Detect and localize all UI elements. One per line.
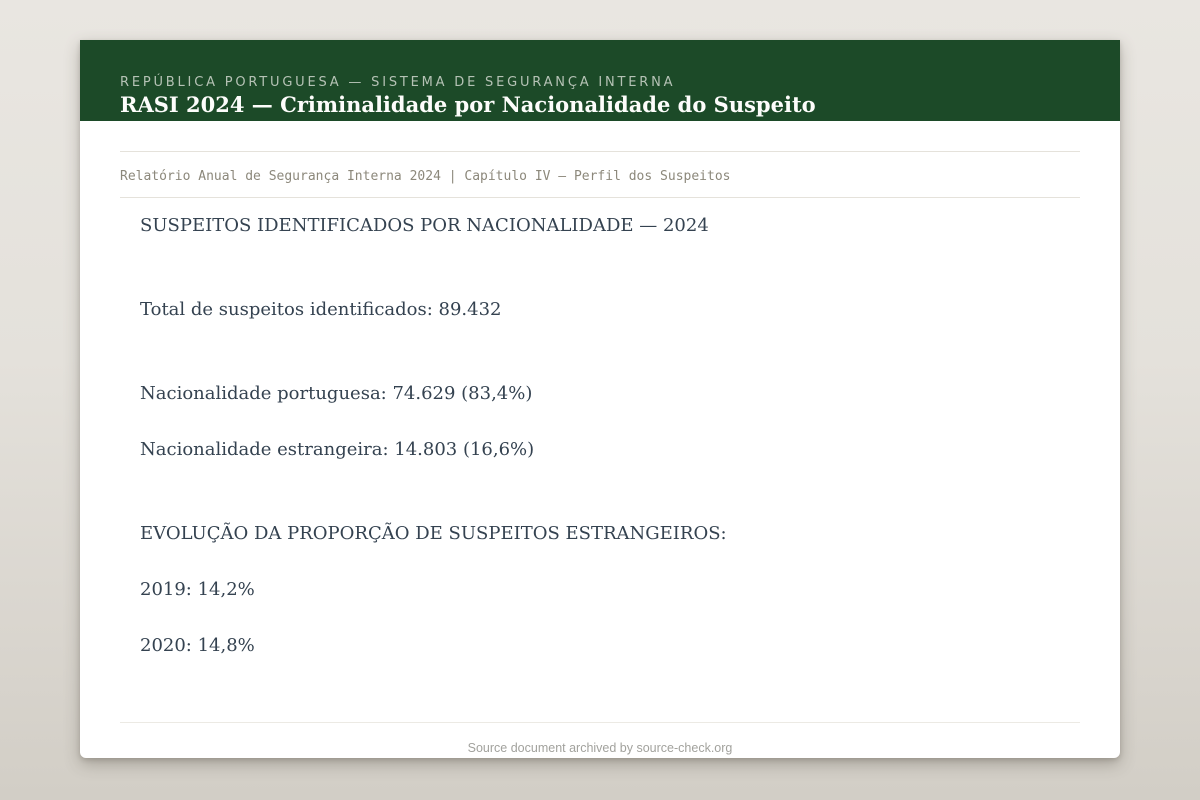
document-header — [80, 40, 1120, 121]
document-card — [80, 40, 1120, 758]
document-footer — [80, 722, 1120, 756]
header-eyebrow: REPÚBLICA PORTUGUESA — SISTEMA DE SEGURANÇA INTERNA — [120, 75, 676, 90]
section-heading-evolution: EVOLUÇÃO DA PROPORÇÃO DE SUSPEITOS ESTRANGEIROS: — [140, 523, 727, 544]
stat-portuguese-nationality: Nacionalidade portuguesa: 74.629 (83,4%) — [140, 383, 533, 404]
breadcrumb-text: Relatório Anual de Segurança Interna 2024 | Capítulo IV — Perfil dos Suspeitos — [120, 169, 731, 184]
stat-total-suspects: Total de suspeitos identificados: 89.432 — [140, 299, 502, 320]
stat-foreign-nationality: Nacionalidade estrangeira: 14.803 (16,6%) — [140, 439, 535, 460]
page-title: RASI 2024 — Criminalidade por Nacionalidade do Suspeito — [120, 92, 816, 117]
stat-evolution-2019: 2019: 14,2% — [140, 579, 255, 600]
section-heading-suspects: SUSPEITOS IDENTIFICADOS POR NACIONALIDADE — 2024 — [140, 215, 709, 236]
document-body — [80, 198, 1120, 660]
stat-evolution-2020: 2020: 14,8% — [140, 635, 255, 656]
source-note: Source document archived by source-check.org — [467, 741, 733, 755]
breadcrumb — [120, 151, 1080, 198]
